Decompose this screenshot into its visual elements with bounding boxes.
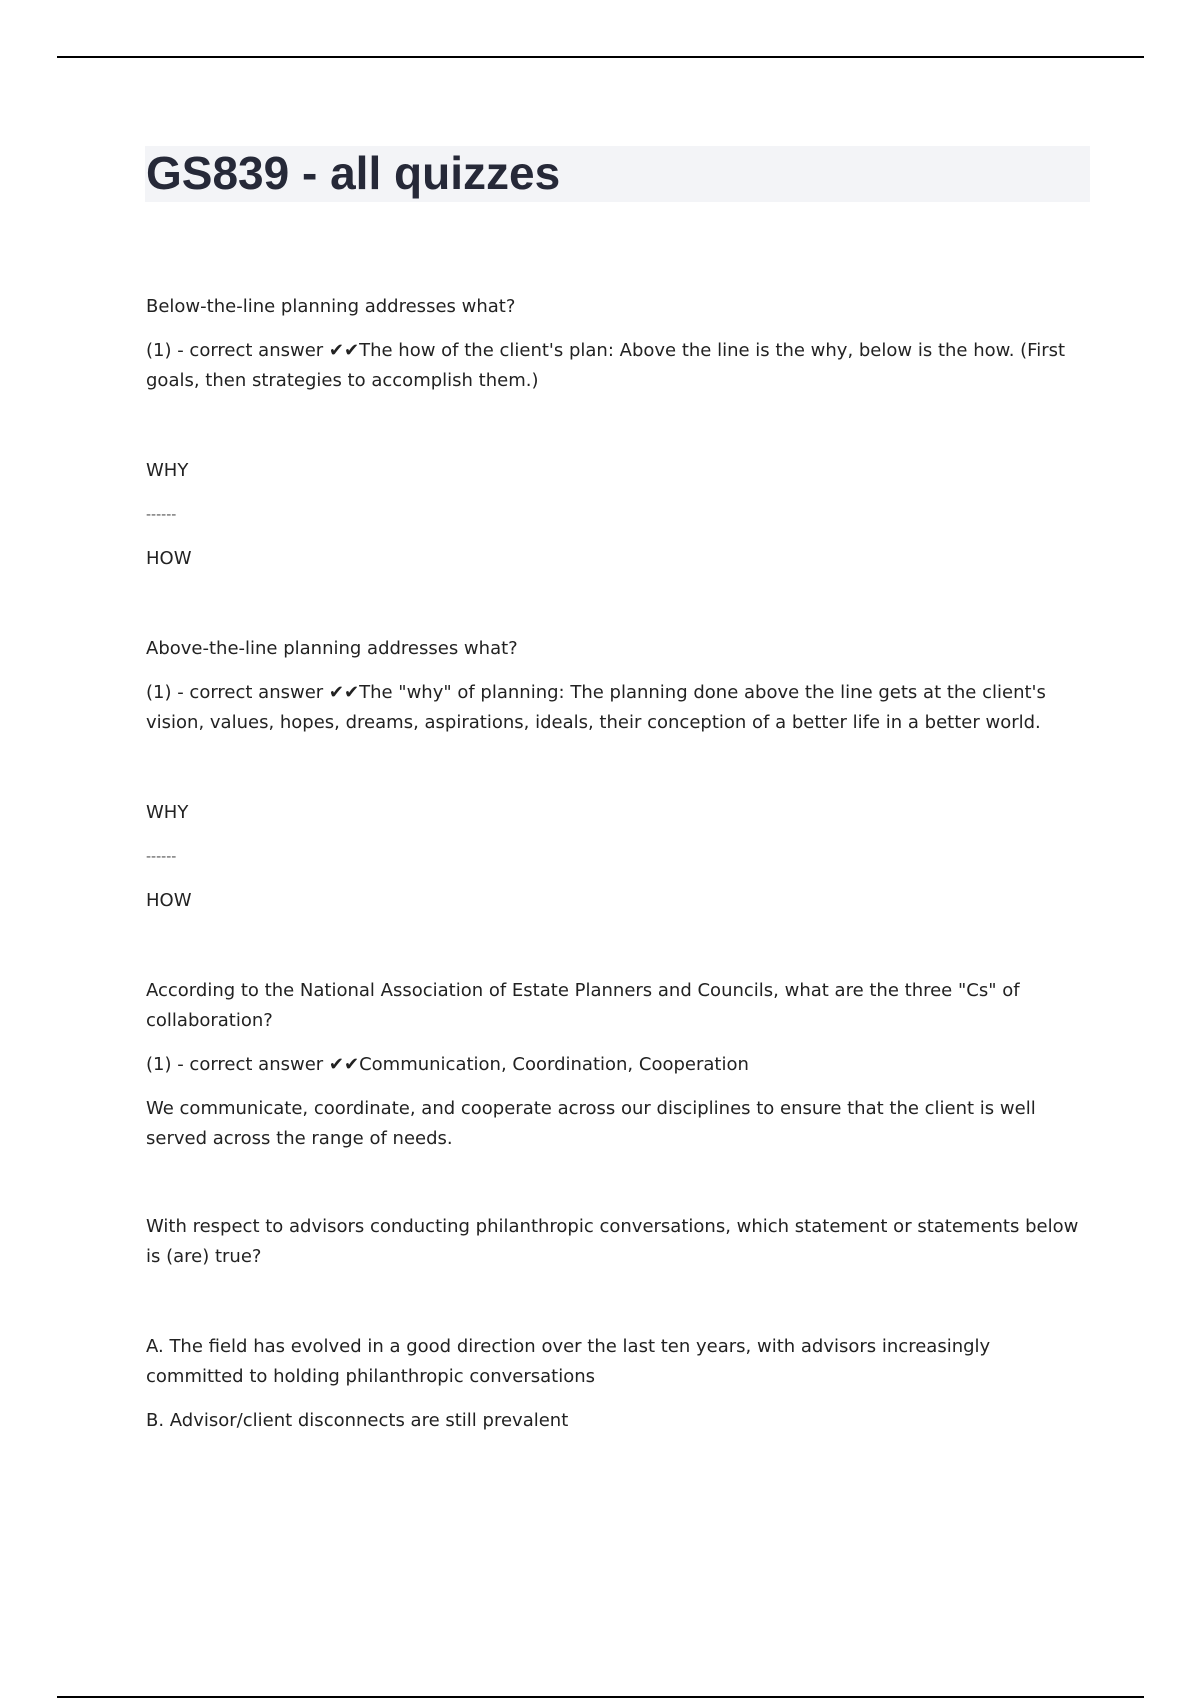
answer-3-explanation: We communicate, coordinate, and cooperate across our disciplines to ensure that the client is well served across the range of needs.	[146, 1098, 1036, 1149]
answer-prefix: (1) - correct answer	[146, 682, 329, 703]
why-label: WHY	[146, 802, 189, 823]
divider-dashes: ------	[146, 849, 177, 865]
bottom-rule	[57, 1696, 1144, 1698]
checkmark-icon: ✔✔	[328, 682, 360, 703]
answer-prefix: (1) - correct answer	[146, 340, 329, 361]
option-b: B. Advisor/client disconnects are still prevalent	[146, 1410, 569, 1431]
answer-1	[146, 336, 1091, 396]
checkmark-icon: ✔✔	[328, 340, 360, 361]
answer-2	[146, 678, 1091, 738]
how-label: HOW	[146, 548, 192, 569]
answer-prefix: (1) - correct answer	[146, 1054, 329, 1075]
answer-text: Communication, Coordination, Cooperation	[359, 1054, 749, 1075]
divider-dashes: ------	[146, 507, 177, 523]
question-2: Above-the-line planning addresses what?	[146, 638, 518, 659]
answer-text: The how of the client's plan: Above the line is the why, below is the how. (First goals, then strategies to accomplish them.)	[146, 340, 1066, 391]
question-3: According to the National Association of Estate Planners and Councils, what are the three "Cs" of collaboration?	[146, 980, 1020, 1031]
why-label: WHY	[146, 460, 189, 481]
option-a: A. The field has evolved in a good direction over the last ten years, with advisors increasingly committed to holding philanthropic conversations	[146, 1336, 991, 1387]
top-rule	[57, 56, 1144, 58]
question-1: Below-the-line planning addresses what?	[146, 296, 516, 317]
question-4: With respect to advisors conducting philanthropic conversations, which statement or statements below is (are) true?	[146, 1216, 1079, 1267]
answer-3	[146, 1050, 1091, 1080]
quiz-content	[146, 292, 1091, 1436]
checkmark-icon: ✔✔	[328, 1054, 360, 1075]
how-label: HOW	[146, 890, 192, 911]
answer-text: The "why" of planning: The planning done above the line gets at the client's vision, values, hopes, dreams, aspirations, ideals, their conception of a better life in a better world.	[146, 682, 1046, 733]
document-title: GS839 - all quizzes	[146, 147, 561, 199]
